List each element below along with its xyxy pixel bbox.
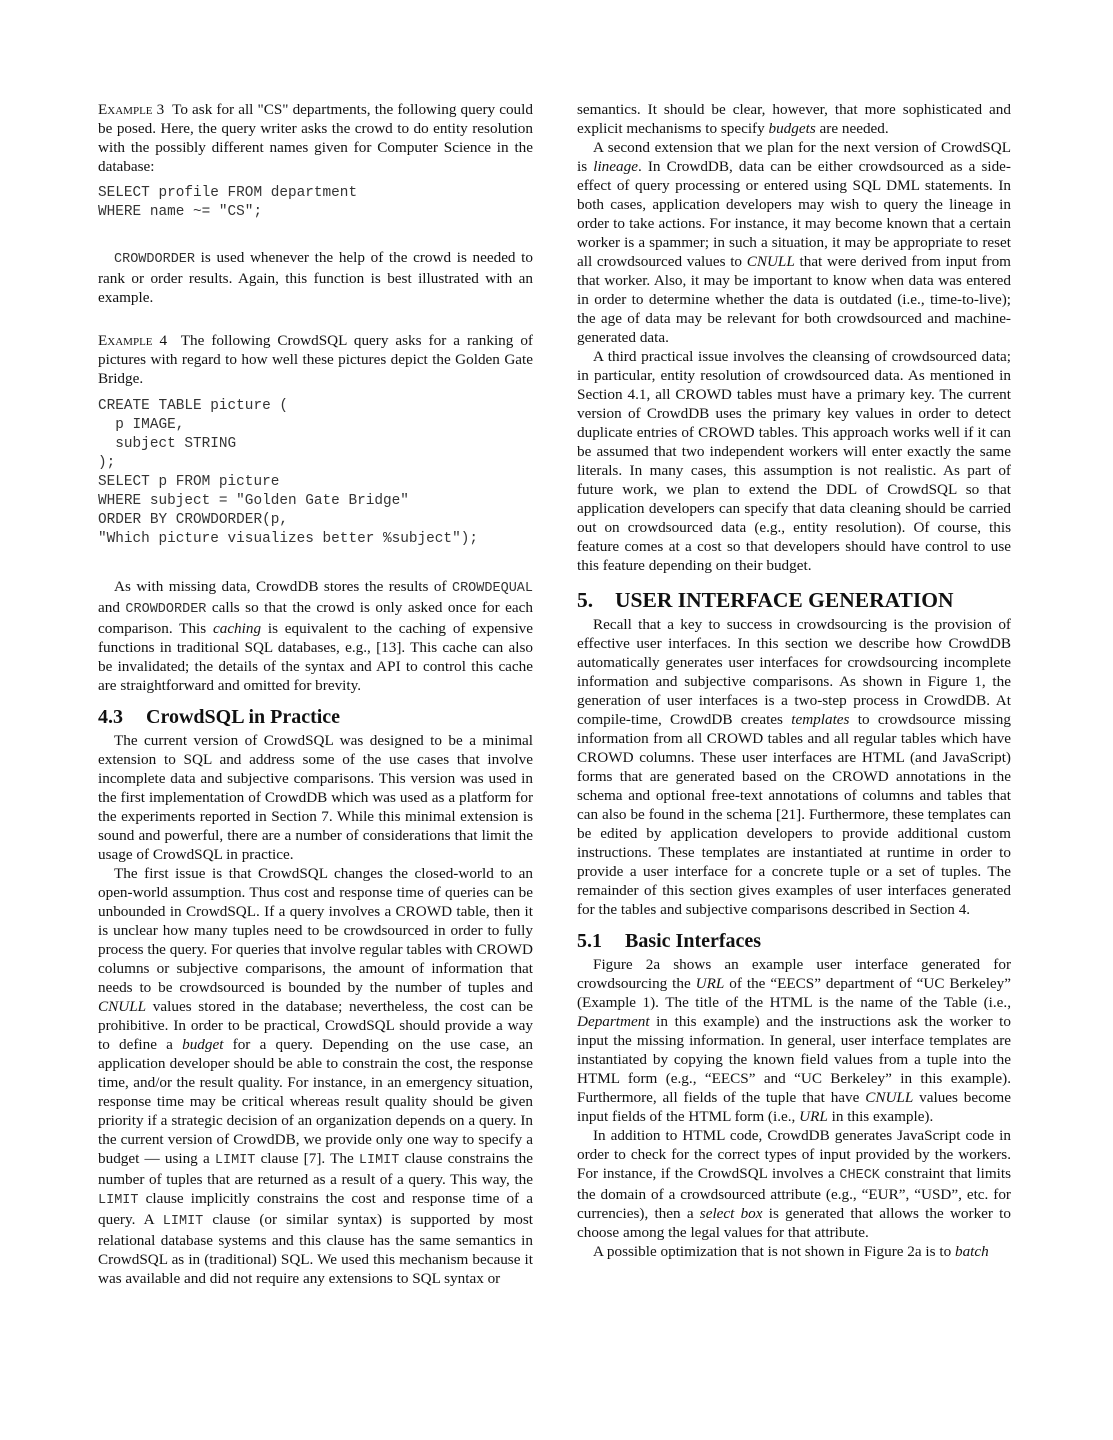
- text-segment: that were derived from input from that worker. Also, it may be important to know when data was entered in order to determine whether the data is outdated (i.e., time-to-live); the age of data may be relevant for both crowdsourced and machine-generated data.: [577, 253, 1011, 346]
- budget-emphasis: budget: [182, 1036, 224, 1053]
- lineage-emphasis: lineage: [593, 158, 638, 175]
- crowdsql-practice-paragraph-1: The current version of CrowdSQL was designed to be a minimal extension to SQL and address some of the use cases that involve incomplete data and subjective comparisons. This version was used in the first implementation of CrowdDB which was used as a platform for the experiments reported in Section 7. While this minimal extension is sound and powerful, there are a number of considerations that limit the usage of CrowdSQL in practice.: [98, 732, 533, 863]
- text-segment: is generated that allows the worker to choose among the legal values for that attribute.: [577, 1205, 1011, 1241]
- text-segment: A possible optimization that is not shown in Figure 2a is to: [593, 1243, 955, 1260]
- basic-interfaces-paragraph-2: [577, 1126, 1011, 1242]
- crowdequal-keyword: CROWDEQUAL: [451, 581, 533, 596]
- text-segment: for a query. Depending on the use case, an application developer should be able to constrain the cost, the response time, and/or the result quality. For instance, in an emergency situation, response time may be critical whereas result quality should be given priority if a strategic decision of an organization depends on a query. In the current version of CrowdDB, we provide only one way to specify a budget — using a: [98, 1036, 533, 1167]
- templates-emphasis: templates: [791, 711, 850, 728]
- section-number: 5.1: [577, 930, 602, 952]
- text-segment: A second extension that we plan for the next version of CrowdSQL is: [577, 139, 1011, 175]
- budgets-paragraph: [577, 100, 1011, 138]
- example-4-text: The following CrowdSQL query asks for a ranking of pictures with regard to how well these pictures depict the Golden Gate Bridge.: [98, 332, 533, 387]
- example-3-paragraph: [98, 100, 533, 176]
- text-segment: The first issue is that CrowdSQL changes the closed-world to an open-world assumption. Thus cost and response time of queries can be unbounded in CrowdSQL. If a query involves a CROWD table, then it is unclear how many tuples need to be crowdsourced in order to fully process the query. For queries that involve regular tables with CROWD columns or subjective comparisons, the amount of information that needs to be crowdsourced is bounded by the number of tuples and: [98, 865, 533, 996]
- example-3-text: To ask for all "CS" departments, the following query could be posed. Here, the query writer asks the crowd to do entity resolution with the possibly different names given for Computer Science in the database:: [98, 101, 533, 175]
- section-title: CrowdSQL in Practice: [146, 706, 341, 728]
- text-segment: semantics. It should be clear, however, that more sophisticated and explicit mechanisms to specify: [577, 101, 1011, 137]
- check-keyword: CHECK: [839, 1168, 880, 1183]
- caching-text-1: As with missing data, CrowdDB stores the results of: [114, 578, 452, 595]
- select-box-emphasis: select box: [699, 1205, 763, 1222]
- text-segment: clause implicitly constrains the cost and response time of a query. A: [98, 1190, 533, 1228]
- caching-text-4: is equivalent to the caching of expensive functions in traditional SQL databases, e.g., [13]. This cache can also be invalidated; the details of the syntax and API to control this cache are straightforward and omitted for brevity.: [98, 620, 533, 694]
- example-3-code: SELECT profile FROM department WHERE name ~= "CS";: [98, 185, 358, 220]
- cnull-emphasis: CNULL: [746, 253, 795, 270]
- caching-text-2: and: [98, 599, 126, 616]
- lineage-paragraph: [577, 138, 1011, 347]
- crowdorder-keyword-2: CROWDORDER: [125, 602, 207, 617]
- section-5-1-heading: [577, 929, 1011, 953]
- url-emphasis: URL: [695, 975, 725, 992]
- example-4-code: CREATE TABLE picture ( p IMAGE, subject STRING ); SELECT p FROM picture WHERE subject = "Golden Gate Bridge" ORDER BY CROWDORDER(p, "Which picture visualizes better %subject");: [98, 398, 478, 547]
- department-emphasis: Department: [577, 1013, 650, 1030]
- text-segment: in this example).: [827, 1108, 934, 1125]
- crowdorder-paragraph: [98, 248, 533, 307]
- text-segment: are needed.: [815, 120, 889, 137]
- text-segment: in this example) and the instructions ask the worker to input the missing information. In general, user interface templates are instantiated by copying the known field values from a tuple into the HTML form (e.g., “EECS” and “UC Berkeley” in this example). Furthermore, all fields of the tuple that have: [577, 1013, 1011, 1106]
- cnull-emphasis: CNULL: [98, 998, 147, 1015]
- section-number: 4.3: [98, 706, 123, 728]
- text-segment: . In CrowdDB, data can be either crowdsourced as a side-effect of query processing or entered using SQL DML statements. In both cases, application developers may wish to query the lineage in order to take actions. For instance, it may become known that a certain worker is a spammer; in such a situation, it may be appropriate to reset all crowdsourced values to: [577, 158, 1011, 270]
- caching-text-3: calls so that the crowd is only asked once for each comparison. This: [98, 599, 533, 637]
- section-title: USER INTERFACE GENERATION: [615, 588, 954, 612]
- limit-keyword: LIMIT: [214, 1153, 256, 1168]
- basic-interfaces-paragraph-1: [577, 955, 1011, 1126]
- example-3-label: Example 3: [98, 101, 165, 118]
- batch-emphasis: batch: [954, 1243, 989, 1260]
- text-segment: In addition to HTML code, CrowdDB generates JavaScript code in order to check for the correct types of input provided by the workers. For instance, if the CrowdSQL involves a: [577, 1127, 1011, 1182]
- example-4-label: Example 4: [98, 332, 168, 349]
- section-title: Basic Interfaces: [625, 930, 762, 952]
- text-segment: clause [7]. The: [255, 1150, 359, 1167]
- left-column: [98, 100, 533, 1288]
- section-5-heading: [577, 587, 1011, 613]
- cleansing-paragraph: A third practical issue involves the cleansing of crowdsourced data; in particular, entity resolution of crowdsourced data. As mentioned in Section 4.1, all CROWD tables must have a primary key. The current version of CrowdDB uses the primary key values in order to detect duplicate entries of CROWD tables. This approach works well if it can be assumed that two independent workers will enter exactly the same literals. In many cases, this assumption is not realistic. As part of future work, we plan to extend the DDL of CrowdSQL so that application developers can specify that data cleaning should be carried out on crowdsourced data (e.g., entity resolution). Of course, this feature comes at a cost so that developers should have control to use this feature depending on their budget.: [577, 348, 1011, 574]
- basic-interfaces-paragraph-3: [577, 1242, 1011, 1261]
- text-segment: clause (or similar syntax) is supported by most relational database systems and this clause has the same semantics in CrowdSQL as in (traditional) SQL. We used this mechanism because it was available and did not require any extensions to SQL syntax or: [98, 1211, 533, 1287]
- right-column: [577, 100, 1011, 1261]
- text-segment: Figure 2a shows an example user interface generated for crowdsourcing the: [577, 956, 1011, 992]
- text-segment: to crowdsource missing information from all CROWD tables and all regular tables which have CROWD columns. These user interfaces are HTML (and JavaScript) forms that are generated based on the CROWD annotations in the schema and optional free-text annotations of columns and tables that can also be found in the schema [21]. Furthermore, these templates can be edited by application developers to provide additional custom instructions. These templates are instantiated at runtime in order to provide a user interface for a concrete tuple or a set of tuples. The remainder of this section gives examples of user interfaces generated for the tables and subjective comparisons described in Section 4.: [577, 711, 1011, 918]
- limit-keyword: LIMIT: [162, 1214, 204, 1229]
- crowdorder-keyword: CROWDORDER: [114, 252, 196, 267]
- section-4-3-heading: [98, 705, 533, 729]
- section-number: 5.: [577, 588, 594, 612]
- ui-generation-paragraph: [577, 615, 1011, 919]
- example-4-paragraph: [98, 331, 533, 388]
- limit-keyword: LIMIT: [98, 1193, 139, 1208]
- limit-keyword: LIMIT: [358, 1153, 400, 1168]
- url-emphasis: URL: [799, 1108, 828, 1125]
- crowdorder-text: is used whenever the help of the crowd is needed to rank or order results. Again, this function is best illustrated with an example.: [98, 249, 533, 306]
- text-segment: values become input fields of the HTML form (i.e.,: [577, 1089, 1011, 1125]
- text-segment: values stored in the database; nevertheless, the cost can be prohibitive. In order to be practical, CrowdSQL should provide a way to define a: [98, 998, 533, 1053]
- budgets-emphasis: budgets: [768, 120, 816, 137]
- caching-emphasis: caching: [212, 620, 262, 637]
- caching-paragraph: [98, 577, 533, 695]
- text-segment: of the “EECS” department of “UC Berkeley” (Example 1). The title of the HTML is the name of the Table (i.e.,: [577, 975, 1011, 1011]
- crowdsql-practice-paragraph-2: [98, 864, 533, 1288]
- text-segment: constraint that limits the domain of a crowdsourced attribute (e.g., “EUR”, “USD”, etc. for currencies), then a: [577, 1165, 1012, 1222]
- text-segment: Recall that a key to success in crowdsourcing is the provision of effective user interfaces. In this section we describe how CrowdDB automatically generates user interfaces for crowdsourcing incomplete information and subjective comparisons. As shown in Figure 1, the generation of user interfaces is a two-step process in CrowdDB. At compile-time, CrowdDB creates: [577, 616, 1011, 728]
- cnull-emphasis: CNULL: [865, 1089, 914, 1106]
- text-segment: clause constrains the number of tuples that are returned as a result of a query. This way, the: [98, 1150, 533, 1188]
